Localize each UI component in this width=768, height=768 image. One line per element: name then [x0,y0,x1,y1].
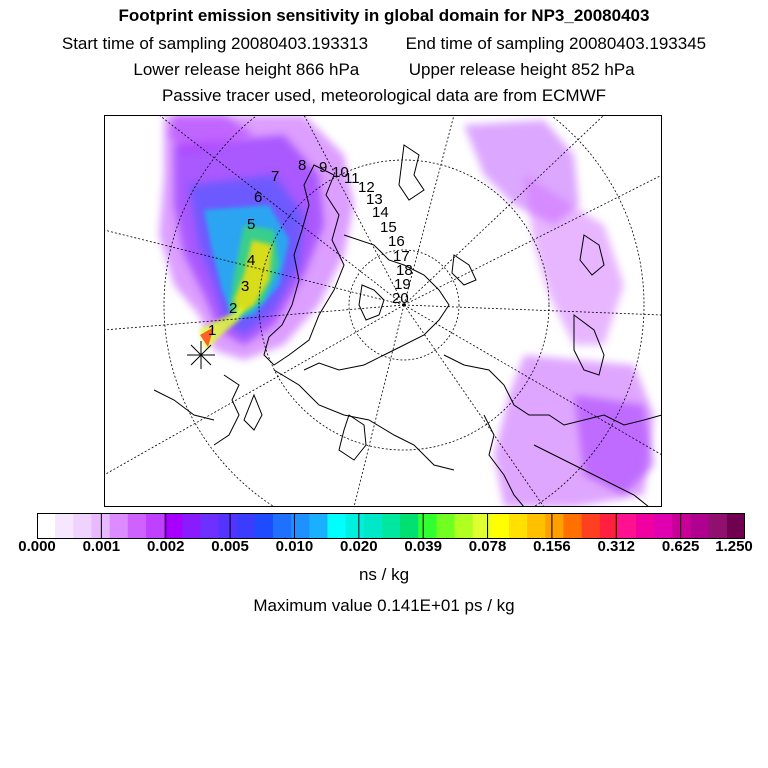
color-scale-cell [727,513,745,539]
color-scale-tick-label: 0.005 [211,538,249,555]
trajectory-label: 4 [247,252,256,269]
color-scale-cell [309,513,328,539]
color-scale-cell [146,513,165,539]
trajectory-label: 11 [344,170,360,187]
color-scale-tick-label: 0.001 [82,538,121,555]
trajectory-label: 5 [247,216,256,233]
color-scale-tick-label: 0.039 [404,538,442,555]
color-scale-cells [37,513,745,539]
color-scale-cell [672,513,691,539]
tracer-info: Passive tracer used, meteorological data are from ECMWF [161,86,607,105]
color-scale-cell [545,513,564,539]
release-site-marker [187,341,215,369]
color-scale-cell [600,513,619,539]
color-scale-cell [327,513,346,539]
trajectory-label: 6 [254,189,263,206]
color-scale-cell [654,513,673,539]
color-scale-cell [473,513,492,539]
map-title: Footprint emission sensitivity in global domain for NP3_20080403 [118,6,650,25]
color-scale-cell [364,513,383,539]
maximum-value-label: Maximum value 0.141E+01 ps / kg [253,596,515,615]
color-scale-cell [128,513,147,539]
color-scale-cell [219,513,238,539]
trajectory-label: 8 [298,157,307,174]
upper-release-label: Upper release height 852 hPa [408,60,635,79]
color-scale-cell [237,513,256,539]
trajectory-label: 10 [332,164,349,181]
trajectory-label: 7 [271,168,280,185]
color-scale-cell [110,513,129,539]
sampling-times [0,34,768,54]
trajectory-label: 17 [393,248,410,265]
color-scale-cell [563,513,582,539]
color-scale-cell [400,513,419,539]
color-scale-tick-label: 0.000 [18,538,56,555]
color-scale-tick-label: 0.312 [597,538,636,555]
release-heights [0,60,768,80]
color-scale-cell [164,513,183,539]
color-scale-tick-label: 0.625 [661,538,700,555]
trajectory-label: 19 [394,276,411,293]
trajectory-label: 12 [358,179,375,196]
color-scale-bar [37,513,745,539]
color-scale-labels [0,538,768,560]
color-scale-cell [55,513,74,539]
color-scale-cell [73,513,92,539]
color-scale-cell [527,513,546,539]
start-time-label: Start time of sampling 20080403.193313 [61,34,369,53]
color-scale-cell [182,513,201,539]
color-scale-cell [418,513,437,539]
color-scale-cell [200,513,219,539]
color-scale-cell [636,513,655,539]
color-scale-cell [91,513,110,539]
color-scale-tick-label: 0.020 [340,538,378,555]
color-scale-cell [618,513,637,539]
color-scale-cell [582,513,601,539]
color-scale-cell [455,513,474,539]
color-scale-cell [709,513,728,539]
color-scale-tick-label: 0.078 [468,538,507,555]
trajectory-label: 3 [241,278,250,295]
color-scale-cell [491,513,510,539]
color-scale-tick-label: 0.156 [533,538,571,555]
trajectory-label: 9 [319,159,328,176]
color-scale-cell [691,513,710,539]
end-time-label: End time of sampling 20080403.193345 [405,34,707,53]
color-scale-cell [436,513,455,539]
trajectory-label: 1 [208,322,217,339]
trajectory-label: 13 [366,191,383,208]
trajectory-label: 15 [380,219,397,236]
trajectory-label: 16 [388,233,405,250]
trajectory-label: 2 [229,300,238,317]
color-scale-cell [346,513,365,539]
trajectory-label: 14 [372,204,389,221]
color-scale-cell [382,513,401,539]
color-scale-tick-label: 1.250 [715,538,753,555]
lower-release-label: Lower release height 866 hPa [133,60,360,79]
color-scale-cell [37,513,56,539]
footprint-map [104,115,662,507]
color-scale-cell [509,513,528,539]
color-scale-tick-label: 0.010 [275,538,314,555]
color-scale-cell [273,513,292,539]
trajectory-label: 18 [396,262,413,279]
trajectory-label: 20 [392,290,409,307]
color-scale-cell [255,513,274,539]
units-label: ns / kg [358,565,410,584]
color-scale-tick-label: 0.002 [146,538,185,555]
